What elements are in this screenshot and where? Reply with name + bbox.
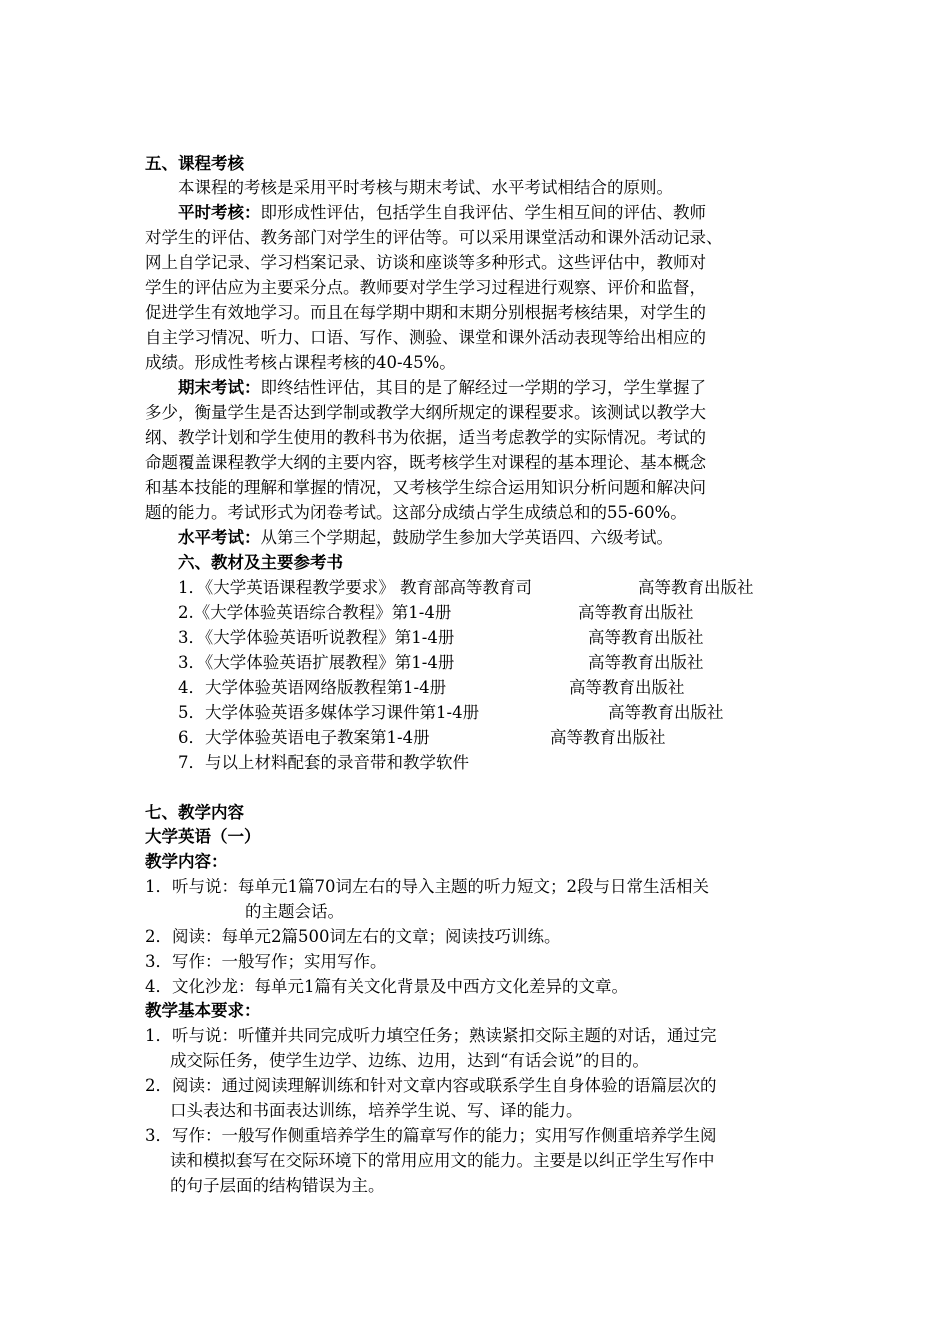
paragraph-line — [178, 377, 706, 399]
book-list-item — [178, 752, 469, 774]
requirement-line: 2．阅读：通过阅读理解训练和针对文章内容或联系学生自身体验的语篇层次的 — [145, 1076, 717, 1095]
book-list-item — [178, 577, 754, 599]
paragraph-line: 对学生的评估、教务部门对学生的评估等。可以采用课堂活动和课外活动记录、 — [145, 228, 723, 247]
paragraph-line — [178, 527, 673, 549]
requirement-line: 成交际任务，使学生边学、边练、边用，达到“有话会说”的目的。 — [170, 1051, 649, 1070]
paragraph-line: 促进学生有效地学习。而且在每学期中期和末期分别根据考核结果，对学生的 — [145, 303, 706, 322]
requirement-line: 读和模拟套写在交际环境下的常用应用文的能力。主要是以纠正学生写作中 — [170, 1151, 715, 1170]
requirement-line: 3．写作：一般写作侧重培养学生的篇章写作的能力；实用写作侧重培养学生阅 — [145, 1126, 717, 1145]
book-publisher: 高等教育出版社 — [578, 603, 694, 622]
paragraph-line: 学生的评估应为主要采分点。教师要对学生学习过程进行观察、评价和监督， — [145, 278, 706, 297]
book-publisher: 高等教育出版社 — [550, 728, 666, 747]
book-list-item — [178, 602, 694, 624]
book-title: 4．大学体验英语网络版教程第1-4册 — [178, 678, 447, 697]
book-title: 2.《大学体验英语综合教程》第1-4册 — [178, 603, 452, 622]
book-list-item — [178, 702, 724, 724]
paragraph-line: 和基本技能的理解和掌握的情况，又考核学生综合运用知识分析问题和解决问 — [145, 478, 706, 497]
book-list-item — [178, 677, 685, 699]
content-item: 2．阅读：每单元2篇500词左右的文章；阅读技巧训练。 — [145, 927, 561, 946]
book-publisher: 高等教育出版社 — [638, 578, 754, 597]
paragraph-line: 题的能力。考试形式为闭卷考试。这部分成绩占学生成绩总和的55-60%。 — [145, 503, 687, 522]
book-list-item — [178, 627, 704, 649]
book-list-item — [178, 652, 704, 674]
book-publisher: 高等教育出版社 — [569, 678, 685, 697]
book-title: 3．《大学体验英语扩展教程》第1-4册 — [178, 653, 455, 672]
requirement-line: 的句子层面的结构错误为主。 — [170, 1176, 385, 1195]
paragraph-text: 即终结性评估，其目的是了解经过一学期的学习，学生掌握了 — [260, 378, 706, 397]
book-publisher: 高等教育出版社 — [588, 653, 704, 672]
paragraph-line: 多少，衡量学生是否达到学制或教学大纲所规定的课程要求。该测试以教学大 — [145, 403, 706, 422]
content-item: 3．写作：一般写作；实用写作。 — [145, 952, 387, 971]
book-title: 1．《大学英语课程教学要求》 教育部高等教育司 — [178, 578, 532, 597]
paragraph-line — [178, 202, 706, 224]
book-title: 3．《大学体验英语听说教程》第1-4册 — [178, 628, 455, 647]
book-publisher: 高等教育出版社 — [588, 628, 704, 647]
book-title: 5．大学体验英语多媒体学习课件第1-4册 — [178, 703, 480, 722]
section-heading-textbooks: 六、教材及主要参考书 — [178, 553, 343, 572]
content-item: 4．文化沙龙：每单元1篇有关文化背景及中西方文化差异的文章。 — [145, 977, 628, 996]
requirement-line: 1．听与说：听懂并共同完成听力填空任务；熟读紧扣交际主题的对话，通过完 — [145, 1026, 717, 1045]
paragraph-text: 即形成性评估，包括学生自我评估、学生相互间的评估、教师 — [260, 203, 706, 222]
paragraph-line: 纲、教学计划和学生使用的教科书为依据，适当考虑教学的实际情况。考试的 — [145, 428, 706, 447]
content-item: 1．听与说：每单元1篇70词左右的导入主题的听力短文；2段与日常生活相关 — [145, 877, 709, 896]
book-list-item — [178, 727, 666, 749]
paragraph-line: 命题覆盖课程教学大纲的主要内容，既考核学生对课程的基本理论、基本概念 — [145, 453, 706, 472]
requirement-line: 口头表达和书面表达训练，培养学生说、写、译的能力。 — [170, 1101, 583, 1120]
paragraph-line: 自主学习情况、听力、口语、写作、测验、课堂和课外活动表现等给出相应的 — [145, 328, 706, 347]
term-level-exam: 水平考试： — [178, 528, 261, 547]
book-title: 6．大学体验英语电子教案第1-4册 — [178, 728, 430, 747]
term-formative-assessment: 平时考核： — [178, 203, 261, 222]
paragraph-text: 从第三个学期起，鼓励学生参加大学英语四、六级考试。 — [260, 528, 673, 547]
content-item-continuation: 的主题会话。 — [245, 902, 344, 921]
section-heading-teaching-content: 七、教学内容 — [145, 803, 244, 822]
section-heading-assessment: 五、课程考核 — [145, 154, 244, 173]
paragraph-intro: 本课程的考核是采用平时考核与期末考试、水平考试相结合的原则。 — [178, 178, 673, 197]
course-title: 大学英语（一） — [145, 827, 261, 846]
subheading-requirements: 教学基本要求： — [145, 1001, 261, 1020]
book-title: 7．与以上材料配套的录音带和教学软件 — [178, 753, 469, 772]
term-final-exam: 期末考试： — [178, 378, 261, 397]
paragraph-line: 网上自学记录、学习档案记录、访谈和座谈等多种形式。这些评估中，教师对 — [145, 253, 706, 272]
book-publisher: 高等教育出版社 — [608, 703, 724, 722]
subheading-content: 教学内容： — [145, 852, 228, 871]
paragraph-line: 成绩。形成性考核占课程考核的40-45%。 — [145, 353, 456, 372]
